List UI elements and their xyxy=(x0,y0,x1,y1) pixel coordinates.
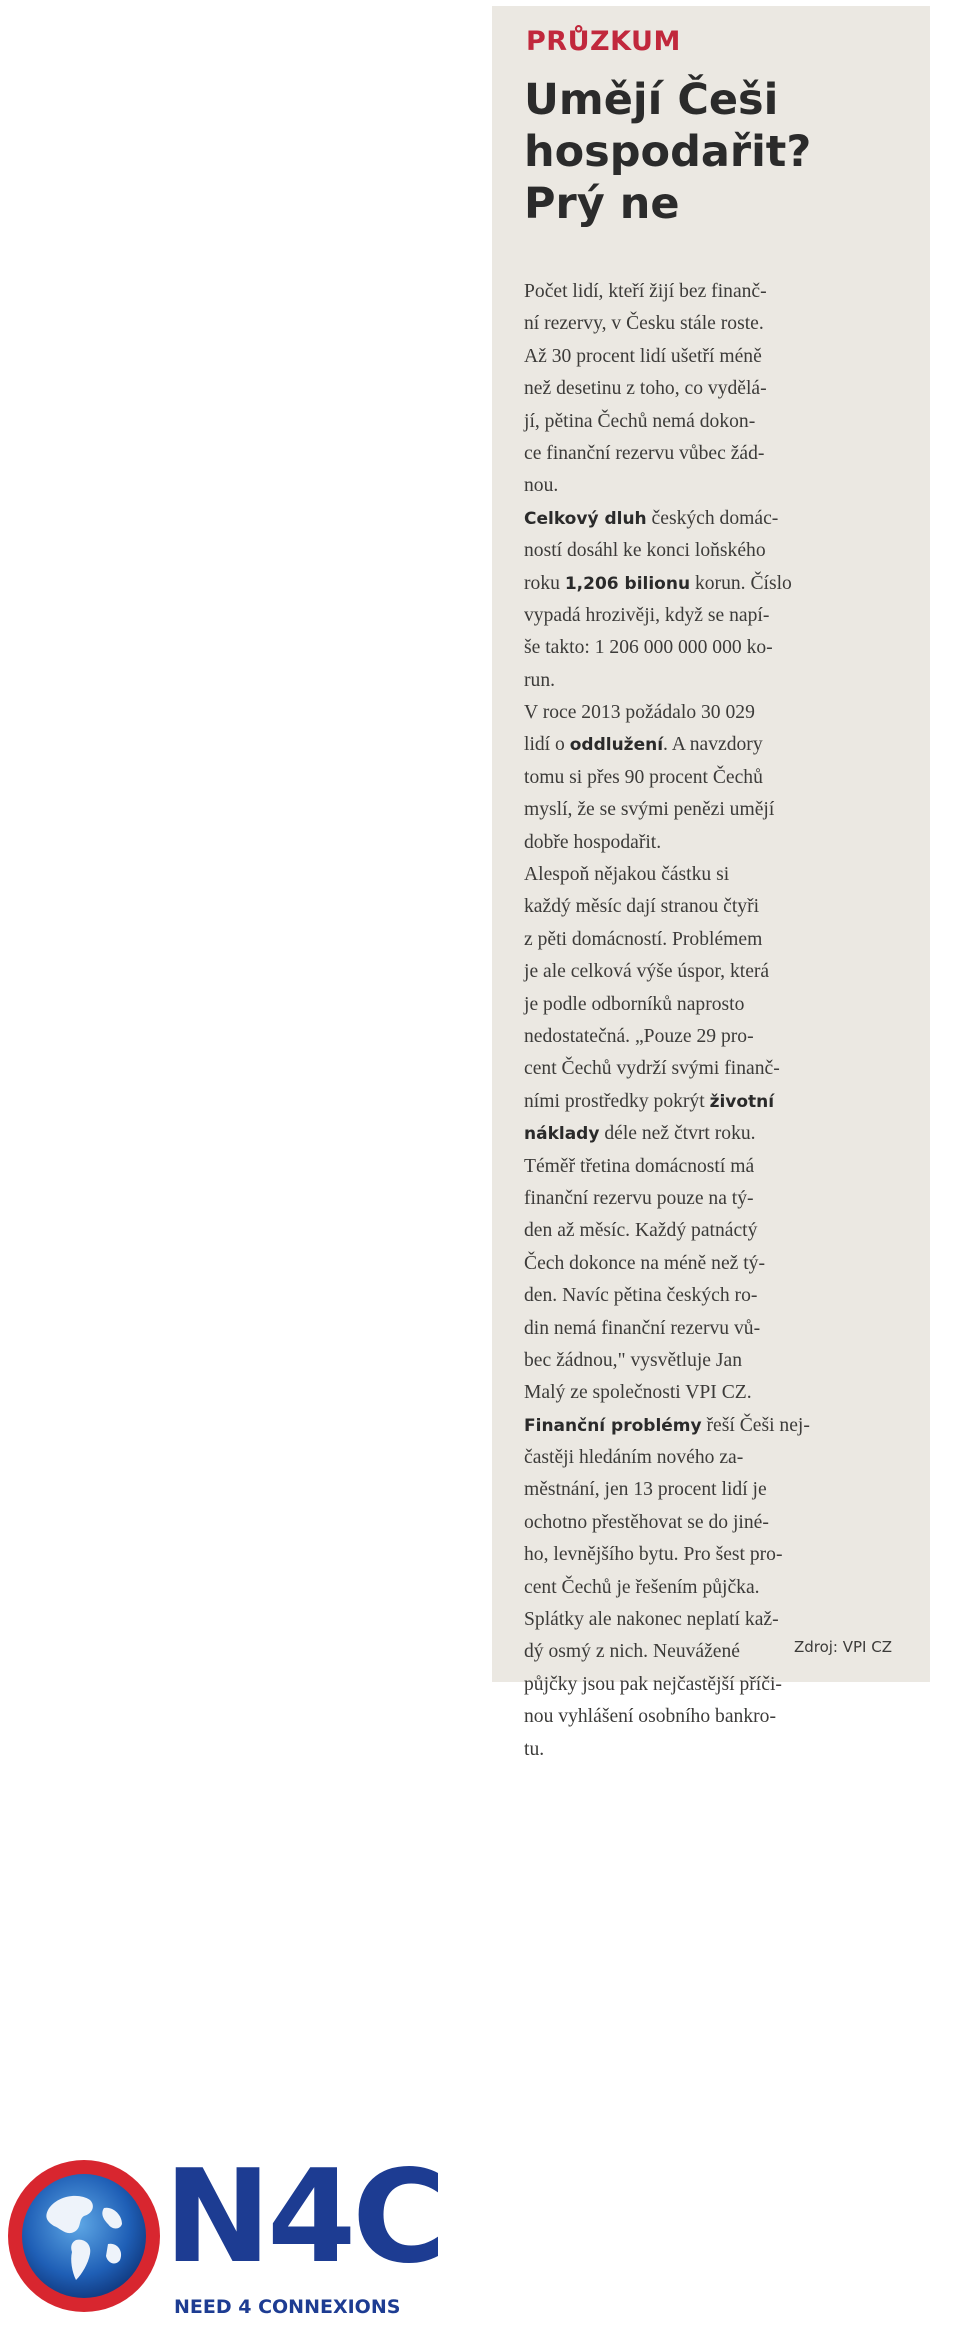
article-line xyxy=(524,697,894,729)
text-segment: cent Čechů je řešením půjčka. xyxy=(524,1576,760,1598)
logo-tagline: NEED 4 CONNEXIONS xyxy=(174,2296,401,2318)
text-segment: cent Čechů vydrží svými finanč- xyxy=(524,1058,780,1080)
article-line xyxy=(524,989,894,1021)
article-body xyxy=(524,276,894,1766)
text-segment: je podle odborníků naprosto xyxy=(524,993,745,1015)
text-segment: ochotno přestěhovat se do jiné- xyxy=(524,1511,769,1533)
article-line xyxy=(524,276,894,308)
article-line xyxy=(524,665,894,697)
article-line xyxy=(524,1507,894,1539)
text-segment: din nemá finanční rezervu vů- xyxy=(524,1317,761,1339)
text-segment: nedostatečná. „Pouze 29 pro- xyxy=(524,1025,754,1047)
article-line xyxy=(524,438,894,470)
article-line xyxy=(524,1021,894,1053)
bold-keyword: Finanční problémy xyxy=(524,1415,702,1436)
text-segment: Alespoň nějakou částku si xyxy=(524,864,730,886)
text-segment: ho, levnějšího bytu. Pro šest pro- xyxy=(524,1544,783,1566)
text-segment: . A navzdory xyxy=(663,734,763,756)
text-segment: lidí o xyxy=(524,734,570,756)
article-line xyxy=(524,956,894,988)
article-line xyxy=(524,1151,894,1183)
article-line xyxy=(524,1215,894,1247)
article-line xyxy=(524,1572,894,1604)
text-segment: dý osmý z nich. Neuvážené xyxy=(524,1641,741,1663)
bold-keyword: oddlužení xyxy=(569,735,664,756)
article-line xyxy=(524,1539,894,1571)
text-segment: než desetinu z toho, co vydělá- xyxy=(524,378,767,400)
article-kicker: PRŮZKUM xyxy=(526,26,681,57)
article-line xyxy=(524,1377,894,1409)
text-segment: městnání, jen 13 procent lidí je xyxy=(524,1479,767,1501)
article-line xyxy=(524,1248,894,1280)
text-segment: Čech dokonce na méně než tý- xyxy=(524,1252,766,1274)
text-segment: Splátky ale nakonec neplatí kaž- xyxy=(524,1609,779,1631)
logo-letters: N4C xyxy=(164,2143,443,2292)
article-line xyxy=(524,568,894,600)
article-line xyxy=(524,535,894,567)
bold-keyword: náklady xyxy=(524,1124,600,1145)
newspaper-clipping xyxy=(492,6,930,1760)
article-line xyxy=(524,729,894,761)
article-source: Zdroj: VPI CZ xyxy=(793,1638,892,1656)
text-segment: tu. xyxy=(524,1738,545,1760)
article-line xyxy=(524,827,894,859)
headline-line: hospodařit? xyxy=(524,127,812,177)
article-line xyxy=(524,1086,894,1118)
text-segment: bec žádnou," vysvětluje Jan xyxy=(524,1349,743,1371)
text-segment: z pěti domácností. Problémem xyxy=(524,928,763,950)
article-line xyxy=(524,632,894,664)
article-line xyxy=(524,1734,894,1766)
article-line xyxy=(524,1669,894,1701)
text-segment: Počet lidí, kteří žijí bez finanč- xyxy=(524,281,767,302)
article-line xyxy=(524,1053,894,1085)
article-line xyxy=(524,373,894,405)
text-segment: českých domác- xyxy=(646,507,779,529)
text-segment: každý měsíc dají stranou čtyři xyxy=(524,896,760,918)
article-line xyxy=(524,762,894,794)
article-line xyxy=(524,600,894,632)
text-segment: še takto: 1 206 000 000 000 ko- xyxy=(524,637,773,659)
article-line xyxy=(524,1701,894,1733)
text-segment: ními prostředky pokrýt xyxy=(524,1090,710,1112)
article-line xyxy=(524,1313,894,1345)
text-segment: Malý ze společnosti VPI CZ. xyxy=(524,1382,752,1404)
n4c-logo xyxy=(4,2143,443,2326)
article-line xyxy=(524,1183,894,1215)
article-line xyxy=(524,1442,894,1474)
text-segment: roku xyxy=(524,572,565,594)
bold-keyword: 1,206 bilionu xyxy=(564,573,691,594)
article-line xyxy=(524,1604,894,1636)
text-segment: V roce 2013 požádalo 30 029 xyxy=(524,702,755,724)
text-segment: den. Navíc pětina českých ro- xyxy=(524,1285,758,1307)
text-segment: je ale celková výše úspor, která xyxy=(524,961,770,983)
text-segment: vypadá hrozivěji, když se napí- xyxy=(524,604,770,626)
text-segment: nou vyhlášení osobního bankro- xyxy=(524,1706,776,1728)
bold-keyword: životní xyxy=(709,1091,775,1112)
globe-icon xyxy=(4,2148,164,2324)
text-segment: ce finanční rezervu vůbec žád- xyxy=(524,442,765,464)
text-segment: den až měsíc. Každý patnáctý xyxy=(524,1220,758,1242)
article-line xyxy=(524,1118,894,1150)
text-segment: dobře hospodařit. xyxy=(524,831,662,853)
text-segment: tomu si přes 90 procent Čechů xyxy=(524,766,763,788)
article-line xyxy=(524,1410,894,1442)
article-line xyxy=(524,470,894,502)
article-line xyxy=(524,1345,894,1377)
text-segment: ní rezervy, v Česku stále roste. xyxy=(524,313,764,335)
article-line xyxy=(524,1280,894,1312)
text-segment: run. xyxy=(524,669,556,691)
text-segment: půjčky jsou pak nejčastější příči- xyxy=(524,1673,782,1695)
headline-line: Prý ne xyxy=(524,179,680,229)
article-line xyxy=(524,891,894,923)
text-segment: finanční rezervu pouze na tý- xyxy=(524,1187,754,1209)
text-segment: korun. Číslo xyxy=(690,572,792,594)
article-headline xyxy=(524,74,924,230)
text-segment: déle než čtvrt roku. xyxy=(599,1123,756,1145)
text-segment: jí, pětina Čechů nemá dokon- xyxy=(524,410,756,432)
headline-line: Umějí Češi xyxy=(524,75,779,125)
article-line xyxy=(524,308,894,340)
article-line xyxy=(524,794,894,826)
bold-keyword: Celkový dluh xyxy=(524,508,647,529)
article-line xyxy=(524,503,894,535)
text-segment: Až 30 procent lidí ušetří méně xyxy=(524,345,762,367)
text-segment: řeší Češi nej- xyxy=(701,1414,810,1436)
article-line xyxy=(524,1474,894,1506)
article-line xyxy=(524,406,894,438)
text-segment: nou. xyxy=(524,475,559,497)
text-segment: ností dosáhl ke konci loňského xyxy=(524,540,766,562)
article-line xyxy=(524,924,894,956)
article-line xyxy=(524,341,894,373)
text-segment: Téměř třetina domácností má xyxy=(524,1155,755,1177)
article-line xyxy=(524,859,894,891)
text-segment: častěji hledáním nového za- xyxy=(524,1447,744,1469)
text-segment: myslí, že se svými penězi umějí xyxy=(524,799,775,821)
